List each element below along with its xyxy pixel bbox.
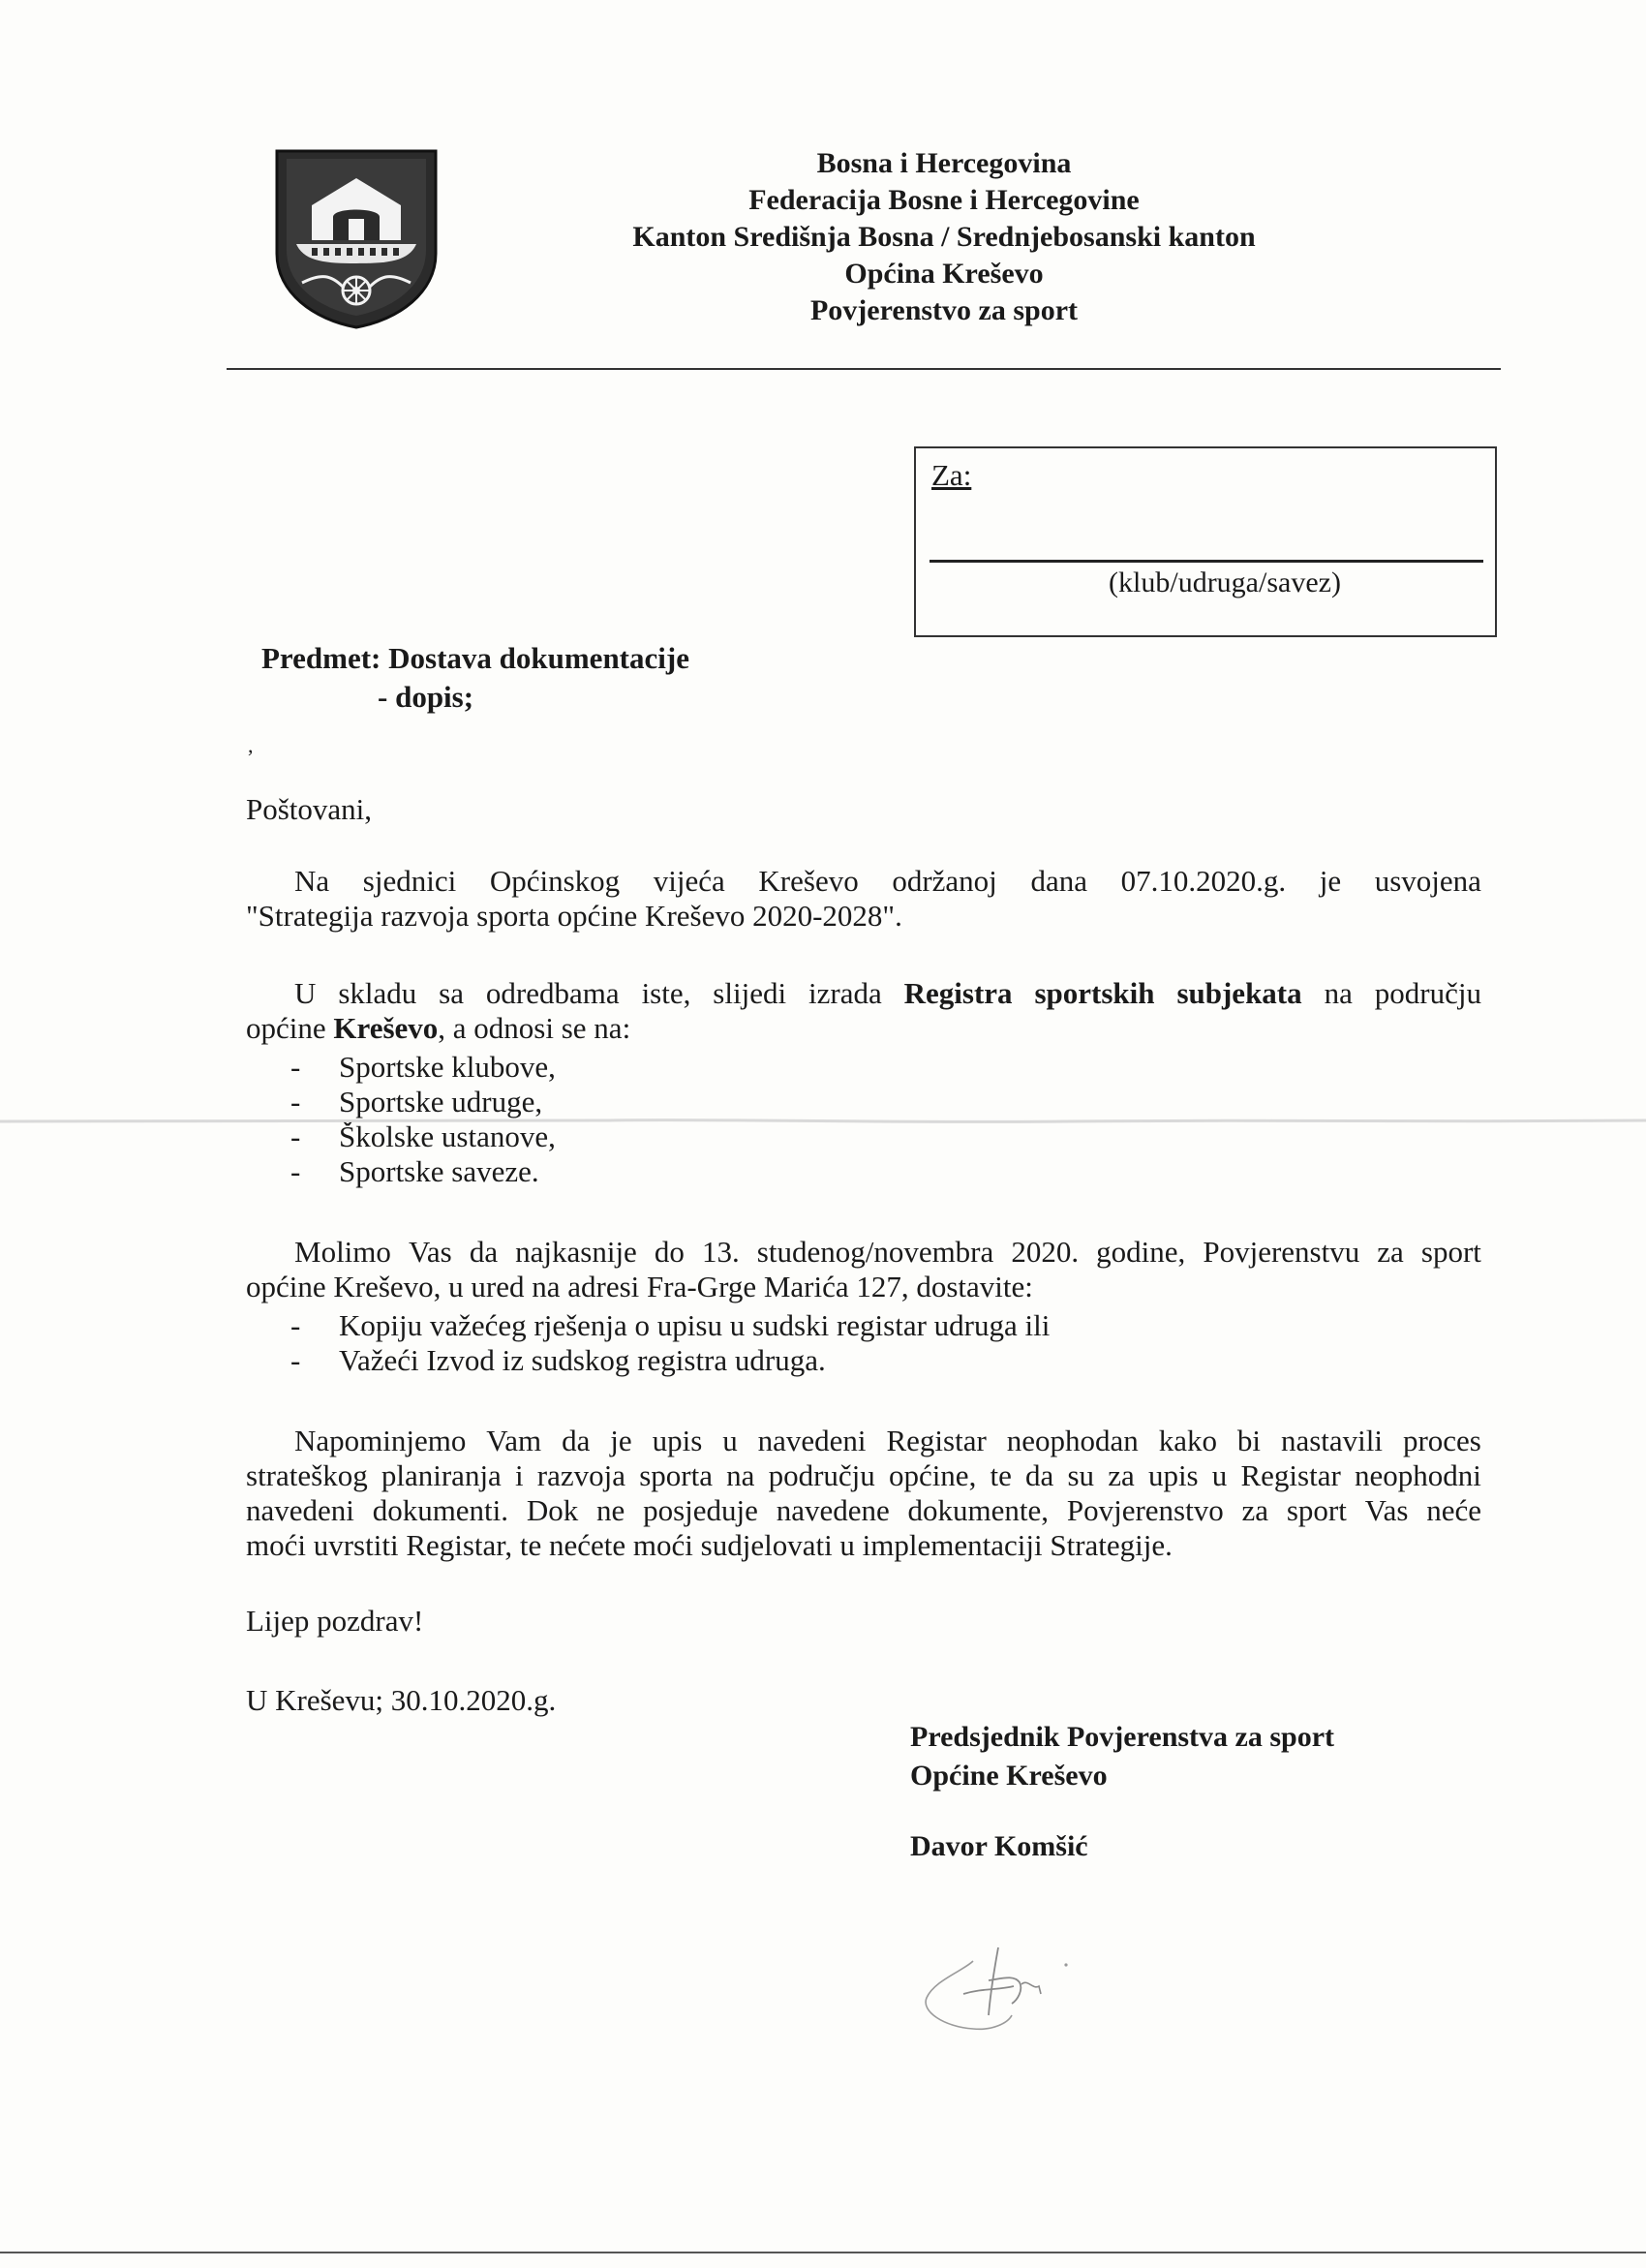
word: da (562, 1424, 591, 1457)
word: u (1211, 1458, 1228, 1492)
word: Kreševo (758, 864, 859, 898)
letterhead (542, 145, 1346, 329)
word: studenog/novembra (756, 1235, 994, 1269)
word: neophodan (1006, 1424, 1139, 1457)
paragraph-1 (246, 864, 1481, 934)
signer-name: Davor Komšić (910, 1830, 1088, 1862)
word: Na (294, 864, 330, 898)
word: posjeduje (643, 1493, 758, 1527)
word: sport (1286, 1493, 1347, 1527)
word: Povjerenstvu (1203, 1235, 1360, 1269)
scan-artifact (0, 1114, 1646, 1127)
word: dokumente, (907, 1493, 1050, 1527)
subject-line: Predmet: Dostava dokumentacije (261, 641, 689, 675)
letterhead-canton: Kanton Središnja Bosna / Srednjebosanski kanton (632, 221, 1256, 253)
subject (261, 639, 689, 717)
word: usvojena (1374, 864, 1481, 898)
word: Općinskog (489, 864, 621, 898)
paragraph-1-line-1 (246, 864, 1481, 899)
stray-mark: , (248, 733, 254, 757)
paragraph-2-line-1 (246, 976, 1481, 1011)
word: sa (439, 976, 464, 1010)
scan-edge (0, 2252, 1646, 2253)
word: ne (596, 1493, 625, 1527)
word: slijedi (713, 976, 787, 1010)
required-documents-list (246, 1308, 1050, 1378)
word: planiranja (381, 1458, 502, 1492)
word: Dok (526, 1493, 579, 1527)
word: na (1324, 976, 1353, 1010)
word: je (1319, 864, 1342, 898)
word: području (768, 1458, 875, 1492)
bold-word: Registra (903, 976, 1013, 1010)
word: i (515, 1458, 524, 1492)
place-date: U Kreševu; 30.10.2020.g. (246, 1683, 557, 1717)
greeting: Poštovani, (246, 792, 373, 826)
word: iste, (641, 976, 691, 1010)
paragraph-3-line-1 (246, 1235, 1481, 1270)
word: sjednici (362, 864, 457, 898)
letterhead-federation: Federacija Bosne i Hercegovine (748, 184, 1140, 216)
closing: Lijep pozdrav! (246, 1604, 424, 1638)
word: upis (652, 1424, 703, 1457)
word: Vam (486, 1424, 542, 1457)
handwritten-signature (905, 1922, 1099, 2048)
word: dana (1030, 864, 1087, 898)
word: Vas (1364, 1493, 1409, 1527)
word: održanoj (892, 864, 997, 898)
list-item: - Važeći Izvod iz sudskog registra udruga. (246, 1343, 1050, 1378)
word: strateškog (246, 1458, 368, 1492)
letterhead-country: Bosna i Hercegovina (816, 147, 1072, 179)
word: proces (1402, 1424, 1481, 1457)
word: skladu (338, 976, 417, 1010)
word: godine, (1096, 1235, 1186, 1269)
recipient-label: Za: (931, 458, 972, 492)
word: razvoja (536, 1458, 626, 1492)
word: Registar (886, 1424, 987, 1457)
letterhead-department: Povjerenstvo za sport (809, 294, 1079, 326)
word: bi (1236, 1424, 1262, 1457)
word: U (294, 976, 317, 1010)
letterhead-municipality: Općina Kreševo (844, 258, 1044, 290)
recipient-hint: (klub/udruga/savez) (1109, 567, 1341, 598)
word: za (1108, 1458, 1135, 1492)
coat-of-arms-icon (273, 147, 440, 329)
word: je (610, 1424, 632, 1457)
word: da (469, 1235, 499, 1269)
paragraph-4-line-3 (246, 1493, 1481, 1528)
text-span: općine (246, 1011, 334, 1045)
word: neophodni (1354, 1458, 1481, 1492)
recipient-box (914, 446, 1497, 637)
bold-municipality: Kreševo (333, 1011, 439, 1045)
word: navedene (776, 1493, 890, 1527)
word: 13. (701, 1235, 740, 1269)
header-divider (227, 368, 1501, 370)
subject-sub-line: - dopis; (378, 680, 474, 714)
signature-title (910, 1718, 1334, 1795)
list-item: - Sportske klubove, (246, 1050, 556, 1085)
word: sport (1420, 1235, 1481, 1269)
word: vijeća (653, 864, 725, 898)
word: su (1067, 1458, 1095, 1492)
word: Molimo (294, 1235, 391, 1269)
list-item: - Školske ustanove, (246, 1119, 556, 1154)
paragraph-3-line-2: općine Kreševo, u ured na adresi Fra-Grge Marića 127, dostavite: (246, 1270, 1033, 1303)
paragraph-2 (246, 976, 1481, 1046)
list-item: - Sportske saveze. (246, 1154, 556, 1189)
list-item: - Kopiju važećeg rješenja o upisu u sudski registar udruga ili (246, 1308, 1050, 1343)
word: navedeni (246, 1493, 354, 1527)
word: 07.10.2020.g. (1120, 864, 1287, 898)
signature-title-line-1: Predsjednik Povjerenstva za sport (910, 1721, 1335, 1753)
word: sporta (639, 1458, 713, 1492)
bold-word: sportskih (1034, 976, 1155, 1010)
word: na (726, 1458, 755, 1492)
word: kako (1158, 1424, 1217, 1457)
paragraph-2-line-2 (246, 1011, 1481, 1046)
word: da (1025, 1458, 1054, 1492)
word: odredbama (485, 976, 620, 1010)
word: navedeni (757, 1424, 867, 1457)
word: 2020. (1011, 1235, 1080, 1269)
word: Napominjemo (294, 1424, 467, 1457)
word: upis (1147, 1458, 1199, 1492)
word: neće (1426, 1493, 1481, 1527)
word: do (654, 1235, 685, 1269)
word: općine, (888, 1458, 977, 1492)
word: Povjerenstvo (1066, 1493, 1224, 1527)
text-span: , a odnosi se na: (438, 1011, 631, 1045)
paragraph-1-line-2: "Strategija razvoja sporta općine Kreševo 2020-2028". (246, 899, 902, 933)
paragraph-4-line-2 (246, 1458, 1481, 1493)
bold-word: subjekata (1176, 976, 1302, 1010)
paragraph-4 (246, 1424, 1481, 1563)
word: Vas (408, 1235, 452, 1269)
paragraph-3 (246, 1235, 1481, 1304)
paragraph-4-line-1 (246, 1424, 1481, 1458)
word: za (1377, 1235, 1404, 1269)
recipient-fill-line (930, 560, 1483, 563)
word: u (722, 1424, 738, 1457)
word: dokumenti. (372, 1493, 509, 1527)
list-item: - Sportske udruge, (246, 1085, 556, 1119)
word: za (1241, 1493, 1269, 1527)
word: te (990, 1458, 1012, 1492)
word: izrada (808, 976, 882, 1010)
signature-title-line-2: Općine Kreševo (910, 1760, 1108, 1792)
word: Registar (1240, 1458, 1341, 1492)
word: najkasnije (515, 1235, 637, 1269)
word: području (1374, 976, 1481, 1010)
paragraph-4-line-4: moći uvrstiti Registar, te nećete moći sudjelovati u implementaciji Strategije. (246, 1528, 1173, 1562)
word: nastavili (1280, 1424, 1383, 1457)
